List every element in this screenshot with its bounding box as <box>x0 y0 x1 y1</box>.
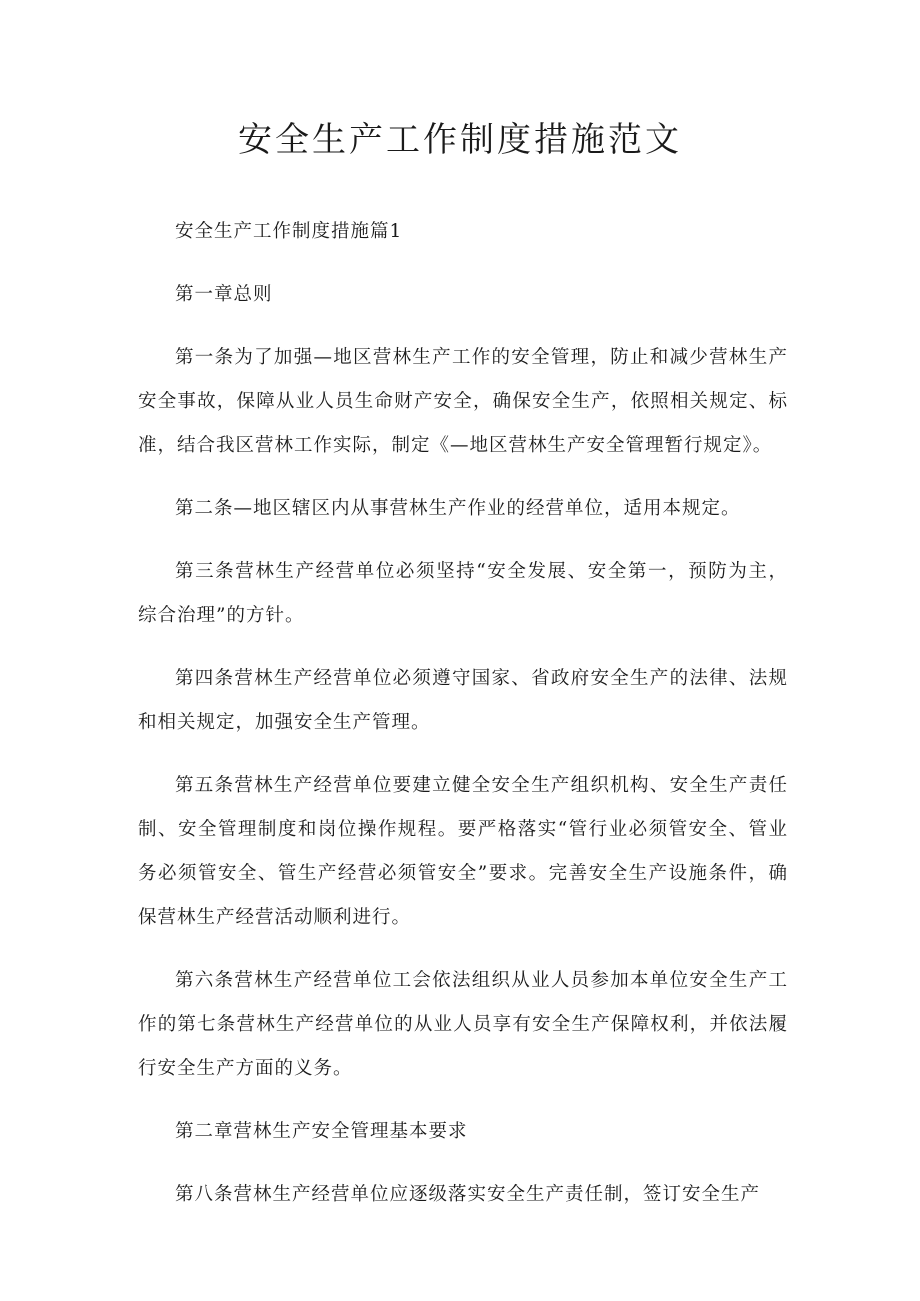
article-paragraph: 第三条营林生产经营单位必须坚持“安全发展、安全第一，预防为主，综合治理”的方针。 <box>138 561 788 626</box>
article-paragraph: 第一条为了加强—地区营林生产工作的安全管理，防止和减少营林生产安全事故，保障从业人员生命财产安全，确保安全生产，依照相关规定、标准，结合我区营林工作实际，制定《—地区营林生产安全管理暂行规定》。 <box>138 347 788 456</box>
article-paragraph: 第六条营林生产经营单位工会依法组织从业人员参加本单位安全生产工作的第七条营林生产经营单位的从业人员享有安全生产保障权利，并依法履行安全生产方面的义务。 <box>138 970 788 1079</box>
section-heading: 安全生产工作制度措施篇1 <box>175 221 403 242</box>
article-paragraph: 第五条营林生产经营单位要建立健全安全生产组织机构、安全生产责任制、安全管理制度和岗位操作规程。要严格落实“管行业必须管安全、管业务必须管安全、管生产经营必须管安全”要求。完善安全生产设施条件，确保营林生产经营活动顺利进行。 <box>138 775 788 928</box>
article-paragraph: 第八条营林生产经营单位应逐级落实安全生产责任制，签订安全生产 <box>175 1184 761 1205</box>
chapter-heading: 第二章营林生产安全管理基本要求 <box>175 1121 468 1142</box>
document-title: 安全生产工作制度措施范文 <box>238 120 682 160</box>
chapter-heading: 第一章总则 <box>175 284 273 305</box>
article-paragraph: 第二条—地区辖区内从事营林生产作业的经营单位，适用本规定。 <box>175 498 741 519</box>
article-paragraph: 第四条营林生产经营单位必须遵守国家、省政府安全生产的法律、法规和相关规定，加强安全生产管理。 <box>138 668 788 733</box>
document-body <box>138 210 788 1236</box>
